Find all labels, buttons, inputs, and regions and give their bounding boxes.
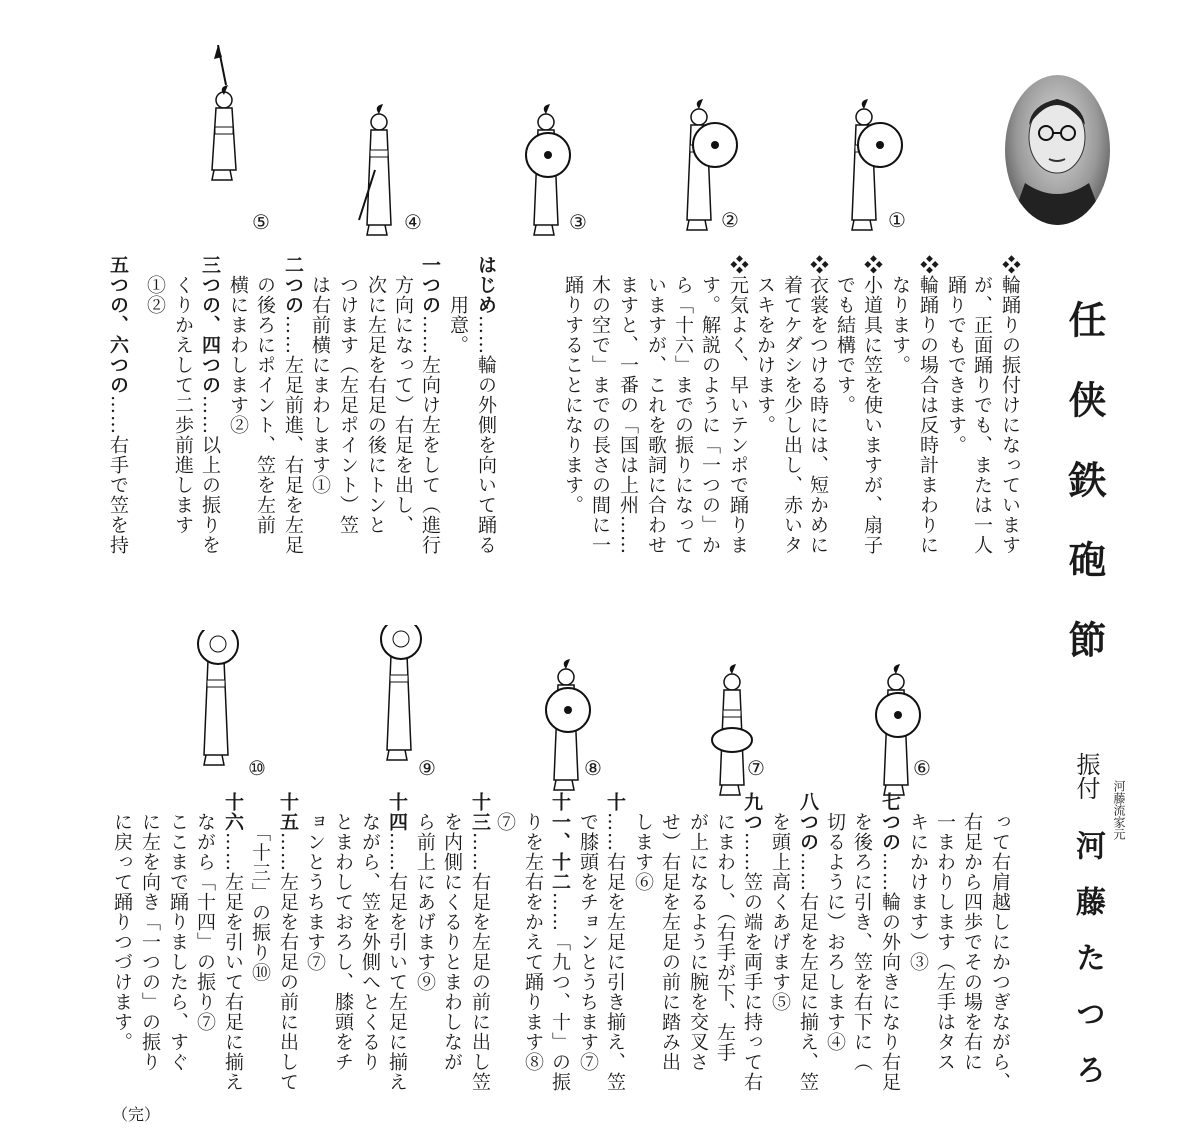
step-text: とまわしておろし、膝頭をチ <box>332 792 354 1072</box>
step-text: を内側にくるりとまわしなが <box>441 792 463 1072</box>
text-column <box>631 792 655 892</box>
step-text: ……以上の振りを <box>199 395 221 555</box>
step-text: ながら、笠を外側へとくるり <box>359 792 381 1072</box>
text-column <box>686 792 710 1072</box>
step-text: ……右足を左足に揃え、笠 <box>797 852 819 1092</box>
step-text: ……左向け左をして（進行 <box>419 315 441 555</box>
dancer-figure <box>698 660 778 829</box>
step-label: 十五 <box>277 792 299 832</box>
step-text: いますが、これを歌詞に合わせ <box>645 255 667 555</box>
step-text: が上になるように腕を交叉さ <box>687 792 709 1072</box>
step-text: ここまで踊りましたら、すぐ <box>167 792 189 1072</box>
step-text: にまわし、（右手が下、左手 <box>714 792 736 1063</box>
step-text: って右肩越しにかつぎながら、 <box>989 792 1011 1092</box>
step-text: 横にまわします② <box>227 255 249 435</box>
step-text: ⑦ <box>494 792 516 832</box>
step-text: ❖輪踊りの振付けになっています <box>999 255 1021 555</box>
text-column <box>138 792 162 1072</box>
step-text: ……輪の外側を向いて踊る <box>475 315 497 555</box>
step-label: はじめ <box>475 255 497 315</box>
text-column <box>658 792 682 1072</box>
step-text: でも結構です。 <box>834 255 856 415</box>
text-column <box>561 255 585 515</box>
text-column <box>603 792 627 1092</box>
figure-number: ⑥ <box>913 756 931 780</box>
step-label: 八つの <box>797 792 819 852</box>
step-text: ……右足を引いて左足に揃え <box>386 832 408 1092</box>
figure-number: ⑩ <box>248 756 266 780</box>
figure-number: ② <box>721 208 739 232</box>
step-text: 「十三」の振り⑩ <box>249 792 271 983</box>
choreographer-name: 河藤たつろ <box>1070 830 1105 1110</box>
figure-number: ④ <box>404 210 422 234</box>
text-column <box>753 255 777 435</box>
step-text: ……右足を左足の前に出し笠 <box>469 832 491 1092</box>
step-text: りを左右をかえて踊ります⑧ <box>522 792 544 1072</box>
step-text: キにかけます）③ <box>907 792 929 972</box>
text-column <box>796 792 820 1092</box>
text-column <box>248 792 272 983</box>
step-label: 一つの <box>419 255 441 315</box>
text-column <box>468 792 492 1092</box>
text-column <box>331 792 355 1072</box>
text-column <box>833 255 857 415</box>
text-column <box>110 792 134 1052</box>
step-text: くりかえして二歩前進します <box>172 255 194 535</box>
text-column <box>143 255 167 315</box>
step-text: ……「九つ、十」の振 <box>549 892 571 1092</box>
step-label: 十一、十二 <box>549 792 571 892</box>
step-text: ますと、一番の「国は上州…… <box>617 255 639 555</box>
step-text: ❖衣裳をつける時には、短かめに <box>807 255 829 555</box>
step-text: に左を向き「一つの」の振り <box>139 792 161 1072</box>
song-title: 任侠鉄砲節 <box>1062 300 1107 700</box>
text-column <box>281 255 305 555</box>
text-column <box>768 792 792 1012</box>
figure-number: ⑧ <box>584 756 602 780</box>
step-text: ……輪の外向きになり右足 <box>879 852 901 1092</box>
text-column <box>644 255 668 555</box>
text-column <box>616 255 640 555</box>
text-column <box>878 792 902 1092</box>
figure-number: ⑨ <box>418 756 436 780</box>
step-text: ❖小道具に笠を使いますが、扇子 <box>861 255 883 555</box>
dancer-figure <box>190 45 270 214</box>
dancer-figure <box>512 100 592 269</box>
step-label: 十三 <box>469 792 491 832</box>
step-text: ョンとうちます⑦ <box>304 792 326 972</box>
text-column <box>308 255 332 495</box>
text-column <box>988 792 1012 1092</box>
step-label: 十四 <box>386 792 408 832</box>
step-text: ❖輪踊りの場合は反時計まわりに <box>917 255 939 555</box>
end-mark: （完） <box>112 1105 161 1124</box>
step-label: 二つの <box>282 255 304 315</box>
text-column <box>221 792 245 1092</box>
step-text: 踊りすることになります。 <box>562 255 584 515</box>
step-text: 次に左足を右足の後にトンと <box>365 255 387 535</box>
step-text: ……左足前進、右足を左足 <box>282 315 304 555</box>
text-column <box>588 255 612 555</box>
dancer-figure <box>345 100 425 269</box>
step-text: は右前横にまわします① <box>309 255 331 495</box>
text-column <box>413 792 437 992</box>
text-column <box>780 255 804 555</box>
text-column <box>276 792 300 1092</box>
text-column <box>440 792 464 1072</box>
text-column <box>474 255 498 555</box>
text-column <box>446 255 470 355</box>
text-column <box>106 255 130 555</box>
step-text: 方向になって）右足を出し、 <box>392 255 414 535</box>
text-column <box>698 255 722 555</box>
step-text: ……右手で笠を持 <box>107 395 129 555</box>
text-column <box>850 792 874 1072</box>
text-column <box>916 255 940 555</box>
step-text: を後ろに引き、笠を右下に（ <box>851 792 873 1072</box>
step-text: に戻って踊りつづけます。 <box>111 792 133 1052</box>
text-column <box>713 792 737 1063</box>
step-text: ら前上にあげます⑨ <box>414 792 436 992</box>
step-label: 十六 <box>222 792 244 832</box>
text-column <box>253 255 277 535</box>
step-text: ……右足を左足に引き揃え、笠 <box>604 812 626 1092</box>
text-column <box>944 255 968 455</box>
text-column <box>970 255 994 555</box>
credit-role: 振付 <box>1072 752 1100 800</box>
step-text: ……笠の端を両手に持って右 <box>741 832 763 1092</box>
text-column <box>226 255 250 435</box>
text-column <box>521 792 545 1072</box>
text-column <box>418 255 442 555</box>
figure-number: ③ <box>569 210 587 234</box>
text-column <box>960 792 984 1072</box>
choreographer-portrait <box>1005 75 1110 225</box>
step-text: ①② <box>144 255 166 315</box>
text-column <box>726 255 750 555</box>
text-column <box>806 255 830 555</box>
text-column <box>364 255 388 535</box>
figure-number: ⑦ <box>747 756 765 780</box>
step-text: ながら「十四」の振り⑦ <box>194 792 216 1032</box>
text-column <box>671 255 695 555</box>
step-text: 切るように）おろします④ <box>824 792 846 1052</box>
step-text: を頭上高くあげます⑤ <box>769 792 791 1012</box>
step-label: 三つの、四つの <box>199 255 221 395</box>
step-text: ら「十六」までの振りになって <box>672 255 694 555</box>
step-text: す。解説のように「一つの」か <box>699 255 721 555</box>
step-label: 九つ <box>741 792 763 832</box>
step-text: 一まわりします（左手はタス <box>934 792 956 1072</box>
dancer-figure <box>862 660 942 829</box>
step-text: の後ろにポイント、笠を左前 <box>254 255 276 535</box>
text-column <box>860 255 884 555</box>
step-text: つけます（左足ポイント）笠 <box>337 255 359 535</box>
text-column <box>171 255 195 535</box>
step-label: 七つの <box>879 792 901 852</box>
step-text: なります。 <box>889 255 911 375</box>
text-column <box>336 255 360 535</box>
step-text: ❖元気よく、早いテンポで踊りま <box>727 255 749 555</box>
text-column <box>198 255 222 555</box>
credit-school: 河藤流家元 <box>1112 780 1126 840</box>
text-column <box>740 792 764 1092</box>
dancer-figure <box>830 95 910 264</box>
figure-number: ⑤ <box>252 210 270 234</box>
dancer-figure <box>665 95 745 264</box>
text-column <box>823 792 847 1052</box>
text-column <box>303 792 327 972</box>
text-column <box>576 792 600 1072</box>
text-column <box>493 792 517 832</box>
step-text: 踊りでもできます。 <box>945 255 967 455</box>
step-text: スキをかけます。 <box>754 255 776 435</box>
text-column <box>906 792 930 972</box>
step-text: ……左足を引いて右足に揃え <box>222 832 244 1092</box>
text-column <box>391 255 415 535</box>
text-column <box>358 792 382 1072</box>
step-label: 十 <box>604 792 626 812</box>
step-text: せ）右足を左足の前に踏み出 <box>659 792 681 1072</box>
text-column <box>888 255 912 375</box>
step-text: で膝頭をチョンとうちます⑦ <box>577 792 599 1072</box>
text-column <box>193 792 217 1032</box>
text-column <box>548 792 572 1092</box>
text-column <box>166 792 190 1072</box>
text-column <box>998 255 1022 555</box>
step-text: します⑥ <box>632 792 654 892</box>
step-text: ……左足を右足の前に出して <box>277 832 299 1092</box>
step-text: 着てケダシを少し出し、赤いタ <box>781 255 803 555</box>
text-column <box>933 792 957 1072</box>
step-label: 五つの、六つの <box>107 255 129 395</box>
figure-number: ① <box>888 208 906 232</box>
text-column <box>385 792 409 1092</box>
step-text: が、正面踊りでも、または一人 <box>971 255 993 555</box>
step-text: 木の空で」までの長さの間に一 <box>589 255 611 555</box>
step-text: 用意。 <box>447 255 469 355</box>
step-text: 右足から四歩でその場を右に <box>961 792 983 1072</box>
